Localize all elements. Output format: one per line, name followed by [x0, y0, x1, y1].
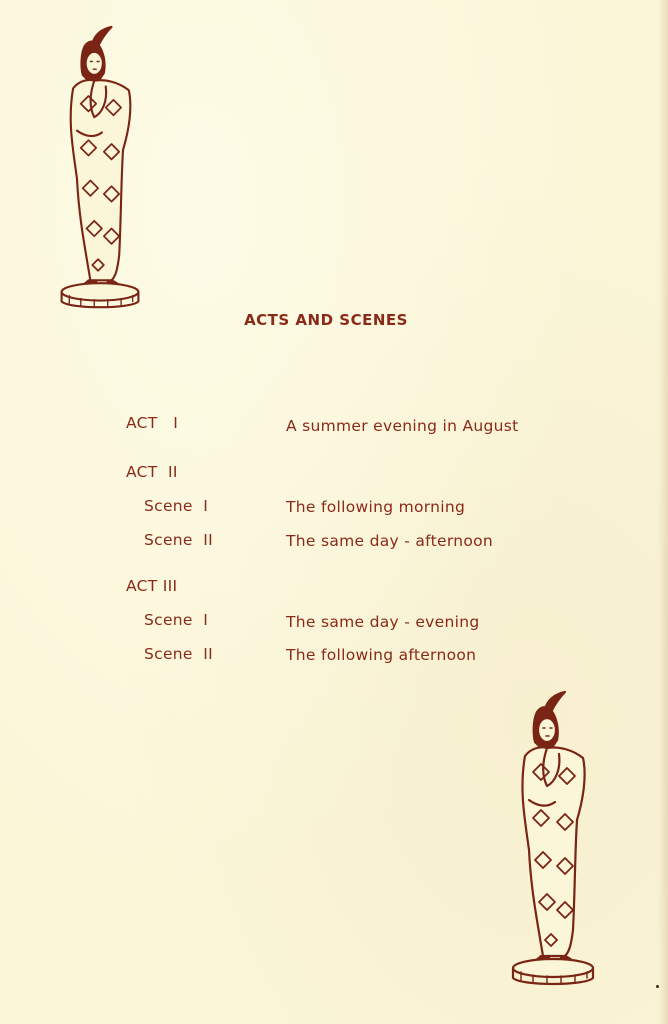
act-3-label: ACT III — [126, 577, 178, 595]
act-2-scene-1-label: Scene I — [144, 497, 209, 515]
standing-figure-illustration-icon — [503, 690, 603, 990]
act-2-scene-2-description: The same day - afternoon — [286, 532, 494, 550]
act-3-scene-2-label: Scene II — [144, 645, 213, 663]
paper-speck — [656, 985, 659, 988]
act-2-scene-1-description: The following morning — [286, 498, 466, 516]
act-1-label: ACT I — [126, 414, 179, 432]
act-2-label: ACT II — [126, 463, 178, 481]
page-title: ACTS AND SCENES — [244, 311, 408, 329]
act-2-scene-2-label: Scene II — [144, 531, 213, 549]
act-1-description: A summer evening in August — [286, 417, 519, 435]
act-3-scene-1-label: Scene I — [144, 611, 209, 629]
act-3-scene-2-description: The following afternoon — [286, 646, 477, 664]
act-3-scene-1-description: The same day - evening — [286, 613, 480, 631]
standing-figure-illustration-icon — [52, 20, 148, 318]
paper-edge — [658, 0, 668, 1024]
